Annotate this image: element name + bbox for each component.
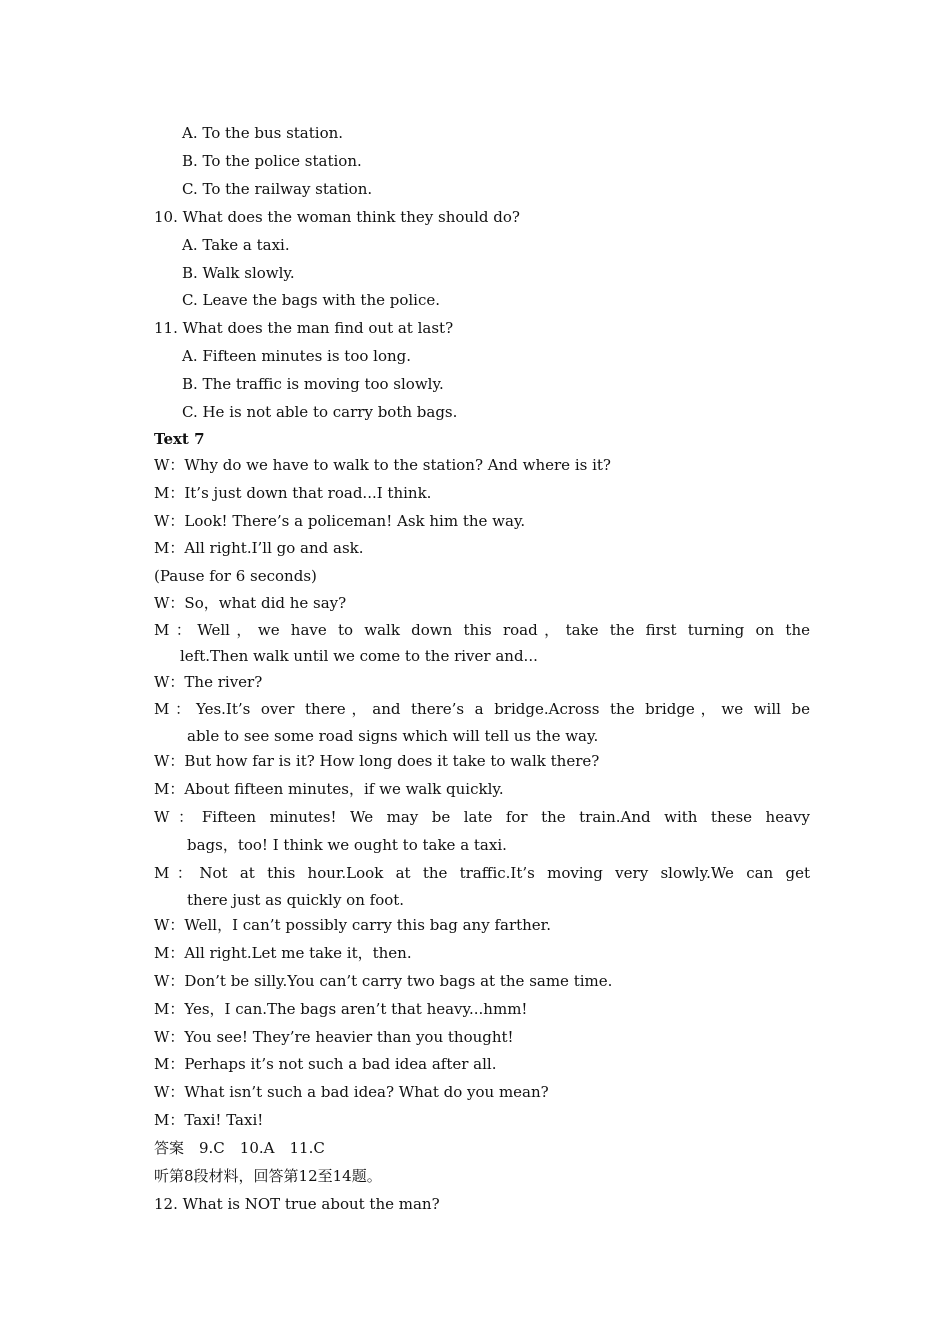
q9-option-a: A. To the bus station. — [182, 124, 344, 142]
dialogue-line: M：It’s just down that road...I think. — [154, 484, 432, 502]
q11-option-c: C. He is not able to carry both bags. — [182, 403, 458, 421]
section-instruction: 听第8段材料，回答第12至14题。 — [154, 1167, 382, 1185]
dialogue-line: W：You see! They’re heavier than you thought! — [154, 1028, 514, 1046]
answer-key: 答案 9.C 10.A 11.C — [154, 1139, 325, 1157]
dialogue-line: M：Not at this hour.Look at the traffic.It’s moving very slowly.We can get — [154, 864, 810, 882]
dialogue-line: M：All right.Let me take it，then. — [154, 944, 412, 962]
question-12: 12. What is NOT true about the man? — [154, 1195, 440, 1213]
dialogue-line-continued: bags，too! I think we ought to take a taxi. — [187, 836, 507, 854]
dialogue-line: W：Don’t be silly.You can’t carry two bags at the same time. — [154, 972, 613, 990]
dialogue-line-continued: there just as quickly on foot. — [187, 891, 405, 909]
q10-option-a: A. Take a taxi. — [182, 236, 290, 254]
dialogue-line: M：Taxi! Taxi! — [154, 1111, 264, 1129]
dialogue-line: M：All right.I’ll go and ask. — [154, 539, 364, 557]
q9-option-b: B. To the police station. — [182, 152, 362, 170]
dialogue-line: M：About fifteen minutes，if we walk quickly. — [154, 780, 504, 798]
q9-option-c: C. To the railway station. — [182, 180, 373, 198]
dialogue-line: M：Yes，I can.The bags aren’t that heavy...hmm! — [154, 1000, 528, 1018]
dialogue-line: W：Well，I can’t possibly carry this bag any farther. — [154, 916, 551, 934]
dialogue-line: W：Look! There’s a policeman! Ask him the way. — [154, 512, 526, 530]
dialogue-line: M：Yes.It’s over there，and there’s a bridge.Across the bridge，we will be — [154, 700, 810, 718]
dialogue-line: M：Perhaps it’s not such a bad idea after all. — [154, 1055, 497, 1073]
dialogue-line: W：What isn’t such a bad idea? What do you mean? — [154, 1083, 549, 1101]
question-10: 10. What does the woman think they should do? — [154, 208, 520, 226]
pause-note: (Pause for 6 seconds) — [154, 567, 317, 585]
dialogue-line: W：Why do we have to walk to the station? And where is it? — [154, 456, 611, 474]
dialogue-line: M：Well，we have to walk down this road，take the first turning on the — [154, 621, 810, 639]
dialogue-line: W：But how far is it? How long does it take to walk there? — [154, 752, 600, 770]
section-heading: Text 7 — [154, 430, 205, 448]
dialogue-line: W：So，what did he say? — [154, 594, 347, 612]
question-11: 11. What does the man find out at last? — [154, 319, 454, 337]
dialogue-line-continued: left.Then walk until we come to the river and... — [180, 647, 538, 665]
dialogue-line: W：The river? — [154, 673, 263, 691]
dialogue-line-continued: able to see some road signs which will tell us the way. — [187, 727, 599, 745]
q10-option-b: B. Walk slowly. — [182, 264, 295, 282]
q10-option-c: C. Leave the bags with the police. — [182, 291, 441, 309]
q11-option-a: A. Fifteen minutes is too long. — [182, 347, 412, 365]
dialogue-line: W：Fifteen minutes! We may be late for the train.And with these heavy — [154, 808, 810, 826]
q11-option-b: B. The traffic is moving too slowly. — [182, 375, 444, 393]
